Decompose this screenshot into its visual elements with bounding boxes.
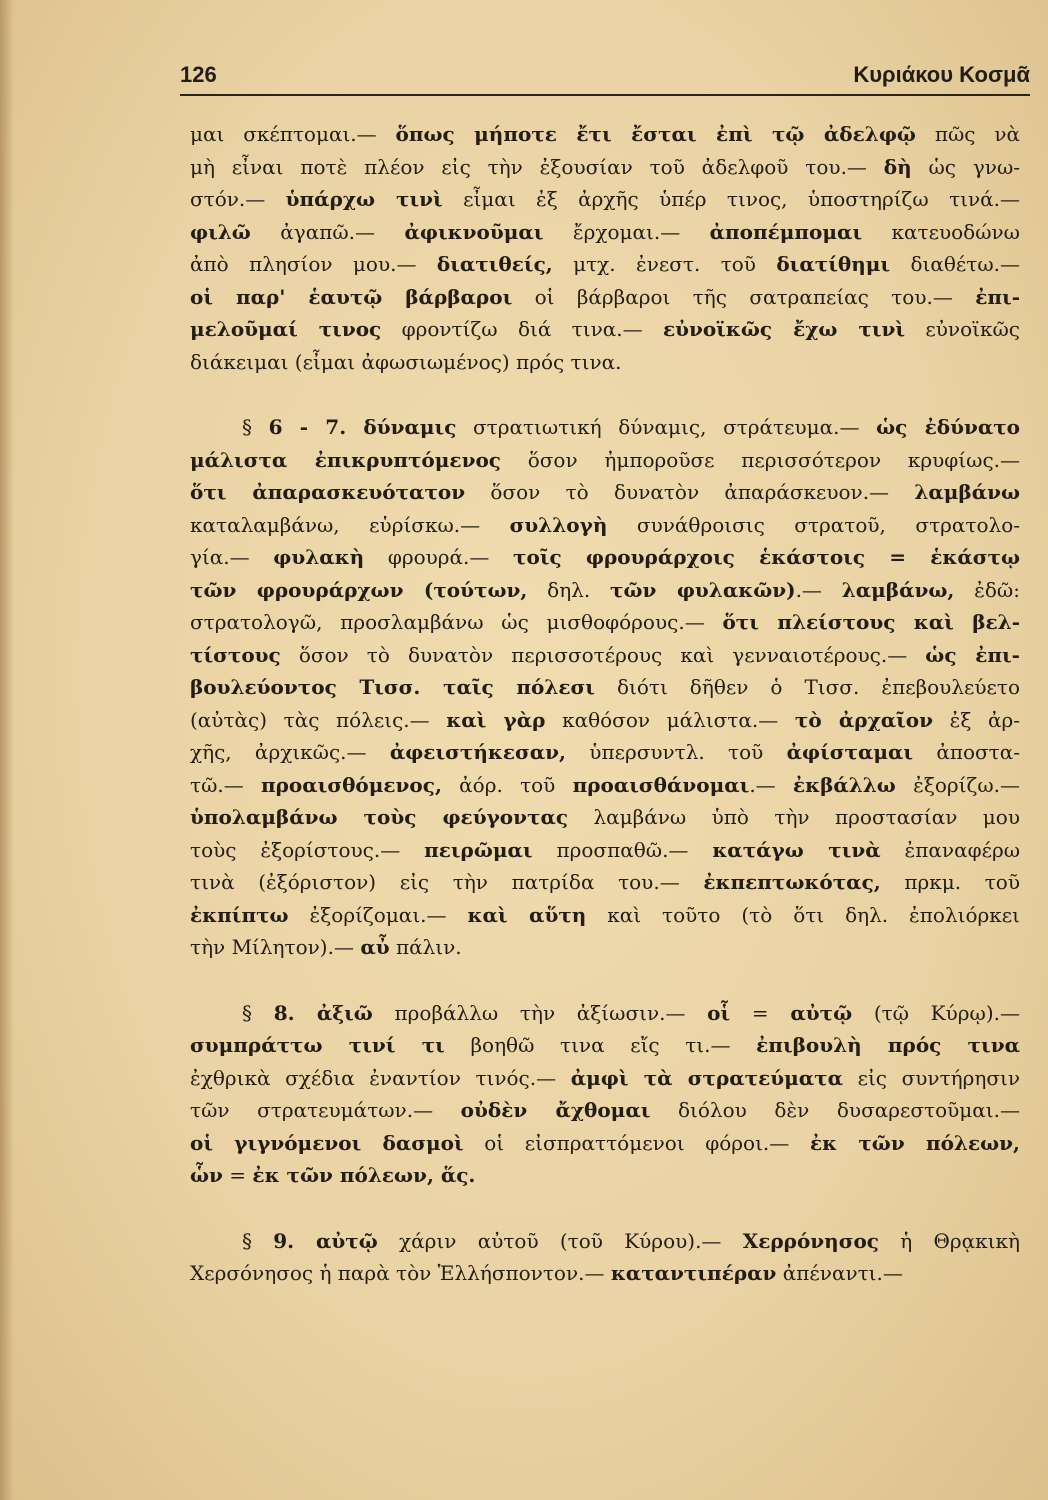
gloss-text: μαι σκέπτομαι.— [190, 122, 396, 146]
lemma-term: ὑπάρχω τινὶ [285, 187, 443, 211]
lemma-term: μελοῦμαί τινος [190, 317, 382, 341]
paragraph-gap [190, 1192, 1020, 1225]
paragraph [190, 1225, 1020, 1290]
lemma-term: ὅτι ἀπαρασκευότατον [190, 480, 466, 504]
text-line [190, 1225, 1020, 1258]
lemma-term: οὐδὲν ἄχθομαι [460, 1098, 651, 1122]
lemma-term: τίστους [190, 642, 281, 667]
gloss-text: (τῷ Κύρῳ).— [852, 1000, 1021, 1025]
gloss-text: διάκειμαι (εἶμαι ἀφωσιωμένος) πρός τινα. [190, 349, 622, 374]
gloss-text: διότι δῆθεν ὁ Τισσ. ἐπεβουλεύετο [594, 675, 1020, 699]
lemma-term: τῶν φυλακῶν) [610, 577, 796, 602]
text-line [190, 1062, 1020, 1095]
lemma-term: ὅπως μήποτε ἔτι ἔσται ἐπὶ τῷ ἀδελφῷ [395, 122, 916, 146]
gloss-text: τῶ.— [190, 772, 261, 797]
gloss-text: εὐνοϊκῶς [905, 317, 1020, 341]
gloss-text: πάλιν. [389, 935, 462, 959]
gloss-text: ἀποστα- [913, 740, 1021, 764]
text-line [190, 216, 1020, 249]
text-line [190, 1094, 1020, 1127]
lemma-term: διατίθημι [776, 252, 891, 276]
gloss-text: ἔρχομαι.— [543, 219, 710, 244]
gloss-text: διαθέτω.— [890, 252, 1020, 276]
gloss-text: πῶς νὰ [915, 122, 1020, 146]
text-line [190, 801, 1020, 834]
gloss-text: .— [749, 772, 793, 797]
gloss-text: ὡς γνω- [911, 154, 1021, 179]
text-line [190, 444, 1020, 477]
gloss-text: ὅσον τὸ δυνατὸν περισσοτέρους καὶ γενναιοτέρους.— [280, 642, 926, 667]
lemma-term: ἐκ τῶν πόλεων, ἅς. [252, 1163, 476, 1187]
text-line [190, 931, 1020, 964]
text-line [190, 1127, 1020, 1160]
gloss-text: ἐδῶ: [954, 577, 1020, 602]
paragraph [190, 411, 1020, 964]
lemma-term: οἷ [707, 1000, 731, 1025]
commentary-text [190, 118, 1020, 1290]
lemma-term: ὑπολαμβάνω τοὺς φεύγοντας [190, 805, 569, 829]
gloss-text: κατευοδώνω [862, 219, 1020, 244]
gloss-text: § [242, 1000, 274, 1025]
paragraph [190, 997, 1020, 1192]
lemma-term: οἱ γιγνόμενοι δασμοὶ [190, 1130, 464, 1155]
gloss-text: ἐξ ἀρ- [933, 707, 1021, 732]
text-line [190, 151, 1020, 184]
lemma-term: οἱ παρ' ἑαυτῷ βάρβαροι [190, 284, 513, 309]
gloss-text: οἱ εἰσπραττόμενοι φόροι.— [463, 1130, 810, 1155]
gloss-text: = [222, 1163, 253, 1187]
gloss-text: συνάθροισις στρατοῦ, στρατολο- [607, 512, 1020, 537]
gloss-text: μὴ εἶναι ποτὲ πλέον εἰς τὴν ἐξουσίαν τοῦ ἀδελφοῦ του.— [190, 154, 884, 179]
gloss-text: φροντίζω διά τινα.— [381, 317, 663, 341]
page-number: 126 [180, 62, 217, 87]
lemma-term: ἀφίσταμαι [786, 740, 914, 764]
gloss-text: στόν.— [190, 187, 286, 211]
lemma-term: καὶ γὰρ [446, 707, 546, 732]
paragraph-gap [190, 378, 1020, 411]
gloss-text: χάριν αὐτοῦ (τοῦ Κύρου).— [377, 1228, 743, 1253]
gloss-text: τοὺς ἐξορίστους.— [190, 837, 425, 862]
text-line [190, 1257, 1020, 1290]
lemma-term: διατιθείς, [436, 252, 553, 276]
lemma-term: τῶν φρουράρχων (τούτων, [190, 577, 528, 602]
text-line [190, 183, 1020, 216]
lemma-term: 8. ἀξιῶ [273, 1000, 373, 1025]
text-line [190, 866, 1020, 899]
text-line [190, 118, 1020, 151]
lemma-term: ἀφειστήκεσαν, [389, 740, 567, 764]
lemma-term: τὸ ἀρχαῖον [794, 707, 934, 732]
gloss-text: εἰς συντήρησιν [843, 1065, 1021, 1090]
lemma-term: κατάγω τινὰ [712, 837, 881, 862]
gloss-text: τὴν Μίλητον).— [190, 935, 361, 959]
paragraph-gap [190, 964, 1020, 997]
lemma-term: ἀμφὶ τὰ στρατεύματα [570, 1065, 844, 1090]
gloss-text: δηλ. [527, 577, 611, 602]
text-line [190, 574, 1020, 607]
lemma-term: ἀφικνοῦμαι [404, 219, 544, 244]
gloss-text: ἀπέναντι.— [776, 1261, 903, 1285]
lemma-term: αὐτῷ [790, 1000, 853, 1025]
lemma-term: φιλῶ [190, 219, 251, 244]
lemma-term: ὡς ἐδύνατο [876, 415, 1021, 439]
lemma-term: ἀποπέμπομαι [709, 219, 863, 244]
gloss-text: = [730, 1000, 791, 1025]
gloss-text: καθόσον μάλιστα.— [545, 707, 795, 732]
gloss-text: τινὰ (ἐξόριστον) εἰς τὴν πατρίδα του.— [190, 870, 704, 894]
lemma-term: μάλιστα ἐπικρυπτόμενος [190, 447, 501, 472]
lemma-term: φυλακὴ [273, 545, 365, 569]
text-line [190, 899, 1020, 932]
paragraph [190, 118, 1020, 378]
lemma-term: ἐκ τῶν πόλεων, [809, 1130, 1020, 1155]
gloss-text: ἐχθρικὰ σχέδια ἐναντίον τινός.— [190, 1065, 571, 1090]
gloss-text: εἶμαι ἐξ ἀρχῆς ὑπέρ τινος, ὑποστηρίζω τινά.— [442, 187, 1021, 211]
text-line [190, 346, 1020, 379]
gloss-text: ἀπὸ πλησίον μου.— [190, 252, 437, 276]
gloss-text: (αὐτὰς) τὰς πόλεις.— [190, 707, 447, 732]
gloss-text: .— [795, 577, 842, 602]
lemma-term: ἐπι- [975, 284, 1020, 309]
lemma-term: λαμβάνω [914, 480, 1021, 504]
lemma-term: 6 - 7. δύναμις [268, 415, 457, 439]
lemma-term: καταντιπέραν [610, 1261, 777, 1285]
gloss-text: προβάλλω τὴν ἀξίωσιν.— [372, 1000, 708, 1025]
running-head: Κυριάκου Κοσμᾶ [853, 62, 1030, 87]
gloss-text: τῶν στρατευμάτων.— [190, 1098, 461, 1122]
text-line [190, 281, 1020, 314]
text-line [190, 769, 1020, 802]
gloss-text: φρουρά.— [364, 545, 514, 569]
lemma-term: προαισθάνομαι [572, 772, 750, 797]
gloss-text: § [242, 415, 269, 439]
lemma-term: ὅτι πλείστους καὶ βελ- [722, 610, 1020, 634]
text-line [190, 1159, 1020, 1192]
text-line [190, 997, 1020, 1030]
lemma-term: συλλογὴ [509, 512, 608, 537]
lemma-term: πειρῶμαι [424, 837, 533, 862]
gloss-text: στρατολογῶ, προσλαμβάνω ὡς μισθοφόρους.— [190, 610, 723, 634]
gloss-text: πρκμ. τοῦ [880, 870, 1020, 894]
lemma-term: προαισθόμενος, [260, 772, 442, 797]
gloss-text: ἐπαναφέρω [880, 837, 1021, 862]
text-line [190, 639, 1020, 672]
gloss-text: καταλαμβάνω, εὑρίσκω.— [190, 512, 510, 537]
gloss-text: στρατιωτική δύναμις, στράτευμα.— [456, 415, 877, 439]
gloss-text: γία.— [190, 545, 274, 569]
text-line [190, 704, 1020, 737]
gloss-text: διόλου δὲν δυσαρεστοῦμαι.— [650, 1098, 1020, 1122]
lemma-term: αὖ [360, 935, 390, 959]
gloss-text: μτχ. ἐνεστ. τοῦ [552, 252, 777, 276]
text-line [190, 411, 1020, 444]
gloss-text: καὶ τοῦτο (τὸ ὅτι δηλ. ἐπολιόρκει [586, 902, 1020, 927]
lemma-term: καὶ αὕτη [467, 902, 587, 927]
gloss-text: ἡ Θρᾳκικὴ [879, 1228, 1020, 1253]
gloss-text: οἱ βάρβαροι τῆς σατραπείας του.— [512, 284, 976, 309]
page-header [180, 58, 1030, 96]
text-line [190, 541, 1020, 574]
lemma-term: 9. αὐτῷ [273, 1228, 378, 1253]
lemma-term: Χερρόνησος [742, 1228, 879, 1253]
lemma-term: δὴ [883, 154, 912, 179]
gloss-text: ἐξορίζομαι.— [288, 902, 468, 927]
gloss-text: ὅσον τὸ δυνατὸν ἀπαράσκευον.— [465, 480, 915, 504]
gloss-text: ὅσον ἠμποροῦσε περισσότερον κρυφίως.— [500, 447, 1021, 472]
lemma-term: βουλεύοντος Τισσ. ταῖς πόλεσι [190, 675, 595, 699]
lemma-term: τοῖς φρουράρχοις ἑκάστοις = ἑκάστῳ [513, 545, 1021, 569]
text-line [190, 736, 1020, 769]
gloss-text: χῆς, ἀρχικῶς.— [190, 740, 390, 764]
lemma-term: ὡς ἐπι- [925, 642, 1020, 667]
gloss-text: ἐξορίζω.— [895, 772, 1020, 797]
text-line [190, 313, 1020, 346]
lemma-term: ἐκπίπτω [190, 902, 289, 927]
lemma-term: εὐνοϊκῶς ἔχω τινὶ [662, 317, 906, 341]
text-line [190, 1029, 1020, 1062]
text-line [190, 671, 1020, 704]
gloss-text: Χερσόνησος ἡ παρὰ τὸν Ἑλλήσποντον.— [190, 1261, 611, 1285]
text-line [190, 248, 1020, 281]
gloss-text: ὑπερσυντλ. τοῦ [566, 740, 787, 764]
lemma-term: ὧν [190, 1163, 223, 1187]
gloss-text: ἀγαπῶ.— [250, 219, 405, 244]
gloss-text: ἀόρ. τοῦ [441, 772, 573, 797]
gloss-text: § [242, 1228, 274, 1253]
lemma-term: λαμβάνω, [841, 577, 955, 602]
lemma-term: ἐκπεπτωκότας, [703, 870, 881, 894]
gloss-text: βοηθῶ τινα εἴς τι.— [444, 1033, 757, 1057]
gloss-text: προσπαθῶ.— [532, 837, 713, 862]
page-edge-shadow [0, 0, 14, 1500]
lemma-term: ἐκβάλλω [792, 772, 896, 797]
text-line [190, 509, 1020, 542]
lemma-term: συμπράττω τινί τι [190, 1033, 445, 1057]
text-line [190, 476, 1020, 509]
lemma-term: ἐπιβουλὴ πρός τινα [756, 1033, 1020, 1057]
text-line [190, 606, 1020, 639]
text-line [190, 834, 1020, 867]
gloss-text: λαμβάνω ὑπὸ τὴν προστασίαν μου [568, 805, 1020, 829]
